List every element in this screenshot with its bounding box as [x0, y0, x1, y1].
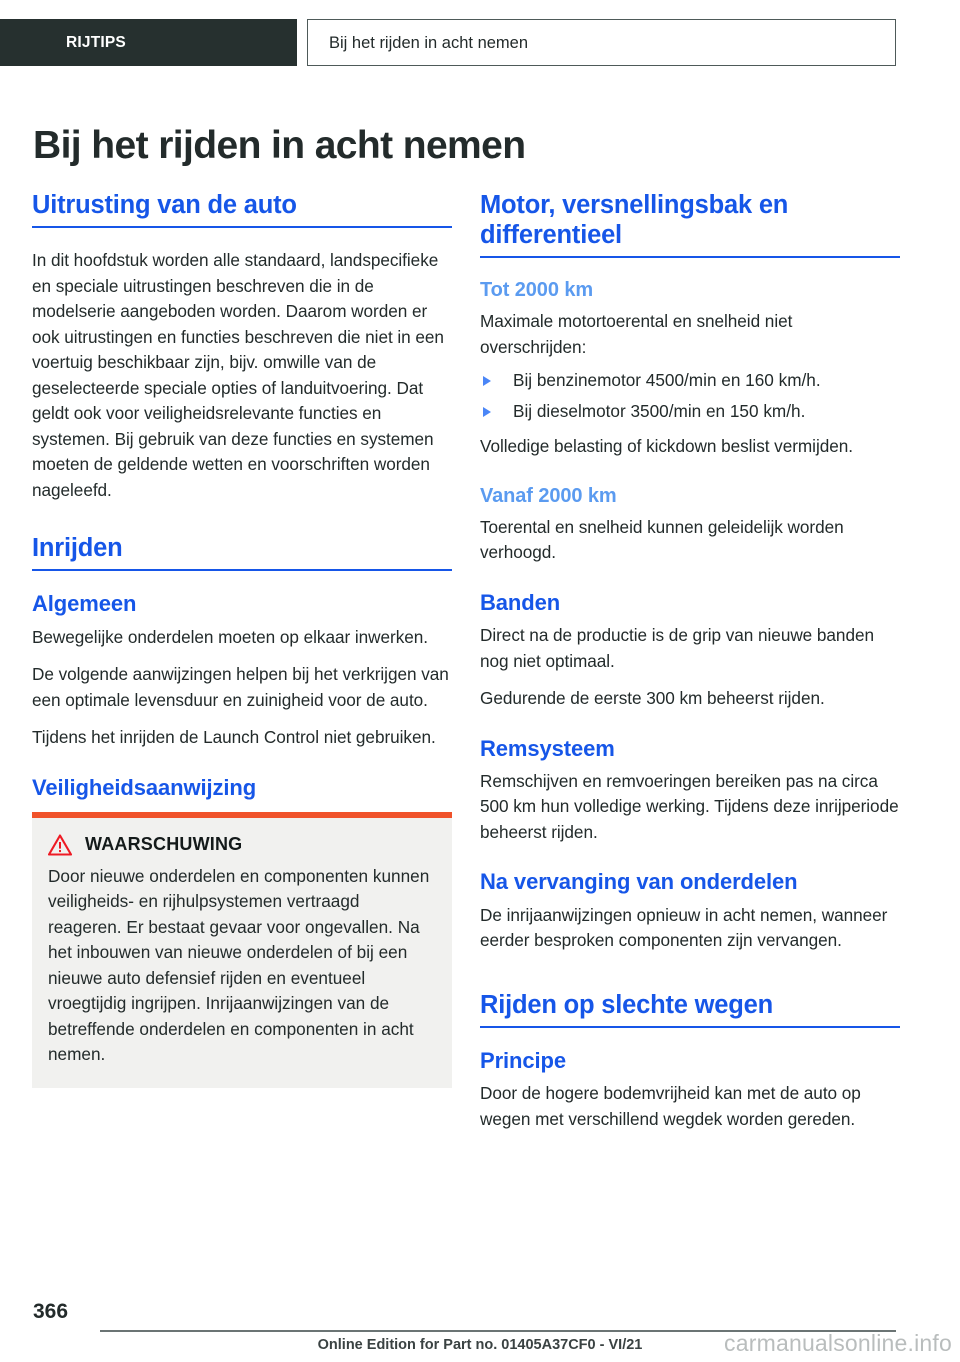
list-item-label: Bij dieselmotor 3500/min en 150 km/h.: [513, 400, 806, 421]
right-column: [480, 190, 900, 1132]
list-item-label: Bij benzinemotor 4500/min en 160 km/h.: [513, 370, 821, 391]
subsection-heading-algemeen: Algemeen: [32, 591, 137, 617]
paragraph-tot2000-outro: Volledige belasting of kickdown beslist vermijden.: [480, 436, 853, 457]
paragraph-uitrusting: In dit hoofdstuk worden alle standaard, landspecifieke en speciale uitrustingen beschreven die in de modelserie aangeboden worden. Daarom worden er ook uitrustingen en functies beschreven die niet in een voertuig beschikbaar zijn, bijv. omwille van de geselecteerde speciale opties of landuitvoering. Dat geldt ook voor veiligheidsrelevante functies en systemen. Bij gebruik van deze functies en systemen moeten de geldende wetten en voorschriften worden nageleefd.: [32, 250, 444, 500]
triangle-bullet-icon: [483, 407, 491, 417]
paragraph-algemeen-2: De volgende aanwijzingen helpen bij het verkrijgen van een optimale levensduur en zuinigheid voor de auto.: [32, 664, 449, 710]
header-chapter-label: RIJTIPS: [66, 34, 126, 51]
header-section-tab: [307, 19, 896, 66]
paragraph-tot2000-intro: Maximale motortoerental en snelheid niet overschrijden:: [480, 311, 793, 357]
left-column: [32, 190, 452, 1088]
list-item: [480, 399, 900, 425]
subsection-heading-remsysteem: Remsysteem: [480, 735, 615, 761]
watermark-text: carmanualsonline.info: [724, 1330, 952, 1356]
warning-body-text: Door nieuwe onderdelen en componenten kunnen veiligheids- en rijhulpsystemen vertraagd reageren. Er bestaat gevaar voor ongevallen. Na het inbouwen van nieuwe onderdelen of bij een nieuwe auto defensief rijden en eventueel vroegtijdig ingrijpen. Inrijaanwijzingen van de betreffende onderdelen en componenten in acht nemen.: [48, 865, 430, 1065]
header-section-tab-label: Bij het rijden in acht nemen: [329, 34, 529, 52]
subsection-heading-veiligheidsaanwijzing: Veiligheidsaanwijzing: [32, 774, 257, 800]
page-title: Bij het rijden in acht nemen: [33, 124, 526, 168]
section-heading-inrijden: Inrijden: [32, 533, 452, 571]
subsection-heading-na-vervanging: Na vervanging van onderdelen: [480, 869, 798, 895]
warning-box: [32, 812, 452, 1088]
paragraph-principe: Door de hogere bodemvrijheid kan met de auto op wegen met verschillend wegdek worden gereden.: [480, 1083, 861, 1129]
paragraph-remsysteem: Remschijven en remvoeringen bereiken pas na circa 500 km hun volledige werking. Tijdens deze inrijperiode beheerst rijden.: [480, 770, 899, 842]
subsection-heading-principe: Principe: [480, 1047, 567, 1073]
list-item: [480, 368, 900, 394]
header-chapter-block: [0, 19, 297, 66]
section-heading-uitrusting: Uitrusting van de auto: [32, 190, 452, 228]
paragraph-na-vervanging: De inrijaanwijzingen opnieuw in acht nemen, wanneer eerder besproken componenten zijn vervangen.: [480, 904, 888, 951]
warning-title: WAARSCHUWING: [85, 834, 243, 855]
subsection-heading-banden: Banden: [480, 589, 561, 615]
paragraph-algemeen-3: Tijdens het inrijden de Launch Control niet gebruiken.: [32, 727, 436, 748]
footer-edition-text: Online Edition for Part no. 01405A37CF0 - VI/21: [317, 1337, 643, 1353]
bullet-list-tot-2000-km: [480, 368, 900, 424]
subsection-heading-tot-2000-km: Tot 2000 km: [480, 279, 594, 302]
warning-header: [48, 834, 436, 856]
warning-triangle-icon: [48, 834, 72, 856]
triangle-bullet-icon: [483, 376, 491, 386]
subsection-heading-vanaf-2000-km: Vanaf 2000 km: [480, 484, 617, 507]
paragraph-algemeen-1: Bewegelijke onderdelen moeten op elkaar inwerken.: [32, 626, 428, 647]
paragraph-vanaf2000: Toerental en snelheid kunnen geleidelijk worden verhoogd.: [480, 516, 844, 563]
paragraph-banden-2: Gedurende de eerste 300 km beheerst rijden.: [480, 688, 825, 709]
section-heading-motor-versnellingsbak: Motor, versnellingsbak en differentieel: [480, 190, 900, 258]
page-number: 366: [33, 1300, 69, 1323]
page-header: [0, 19, 960, 66]
paragraph-banden-1: Direct na de productie is de grip van nieuwe banden nog niet optimaal.: [480, 625, 874, 671]
section-heading-rijden-slechte-wegen: Rijden op slechte wegen: [480, 990, 900, 1028]
